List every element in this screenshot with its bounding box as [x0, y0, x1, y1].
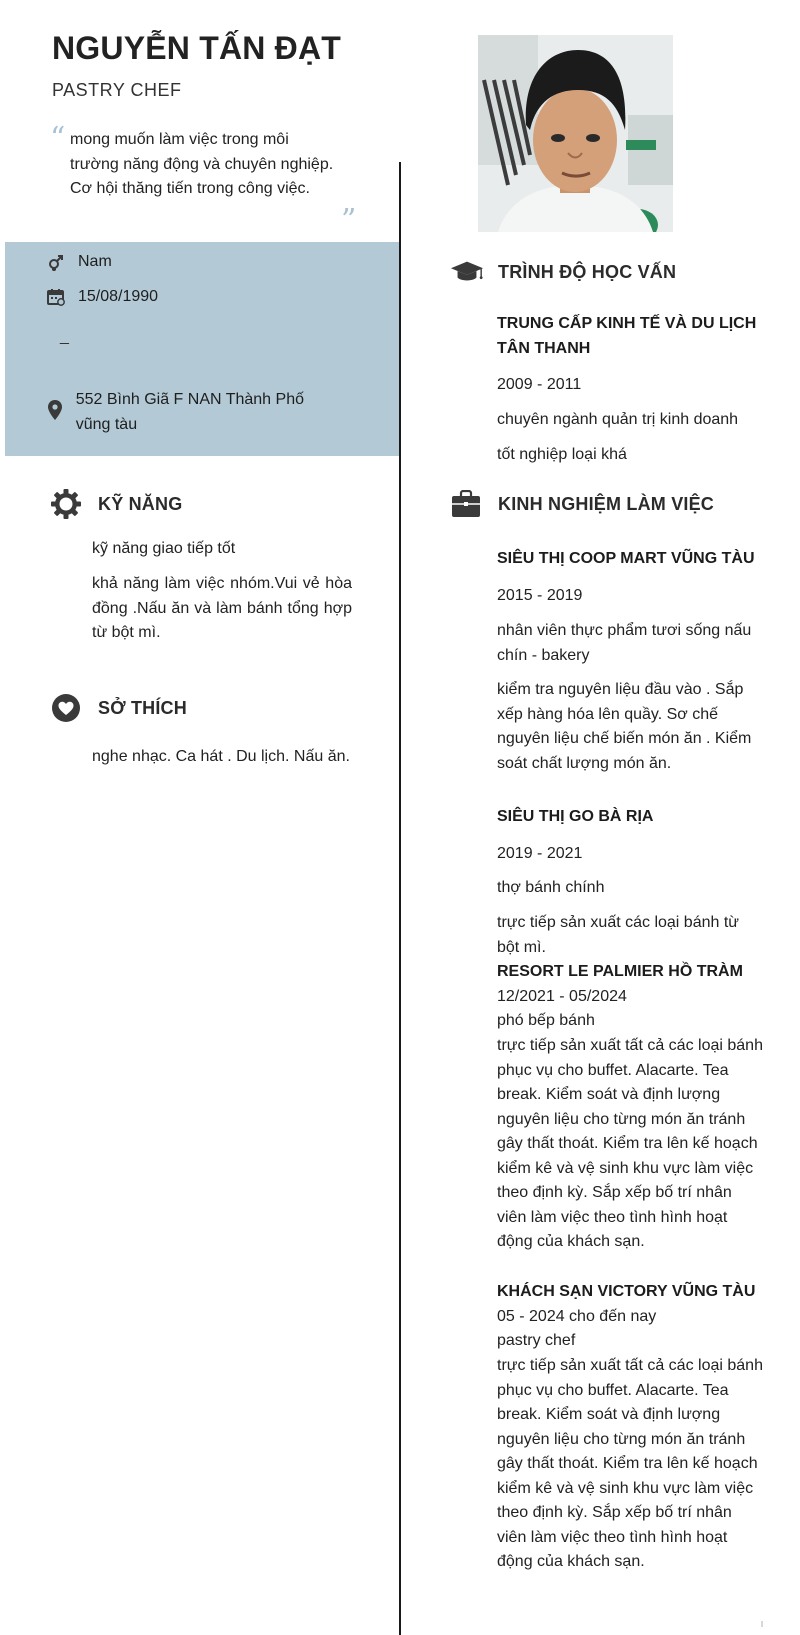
- hobbies-heading: [50, 692, 187, 724]
- contact-phone: _: [60, 328, 69, 345]
- column-divider: [399, 162, 401, 1635]
- profile-photo: [478, 35, 673, 232]
- job-position: pastry chef: [497, 1332, 576, 1349]
- job-period: 05 - 2024 cho đến nay: [497, 1308, 657, 1325]
- education-title: TRÌNH ĐỘ HỌC VẤN: [498, 261, 677, 282]
- gear-icon: [50, 488, 82, 520]
- education-heading: [450, 256, 676, 288]
- location-pin-icon: [46, 400, 64, 420]
- job-title: PASTRY CHEF: [52, 80, 182, 100]
- job-description: trực tiếp sản xuất các loại bánh từ bột mì.: [497, 914, 739, 956]
- career-objective: mong muốn làm việc trong môi trường năng động và chuyên nghiệp. Cơ hội thăng tiến trong công việc.: [70, 131, 334, 197]
- skills-title: KỸ NĂNG: [98, 493, 183, 514]
- dob-value: 15/08/1990: [78, 288, 159, 305]
- job-period: 12/2021 - 05/2024: [497, 988, 627, 1005]
- education-major: chuyên ngành quản trị kinh doanh: [497, 411, 739, 428]
- education-period: 2009 - 2011: [497, 376, 582, 393]
- contact-gender: [46, 250, 112, 275]
- contact-dob: [46, 285, 158, 310]
- contact-address: [46, 388, 336, 437]
- job-position: thợ bánh chính: [497, 879, 605, 896]
- briefcase-icon: [450, 488, 482, 520]
- job-description: trực tiếp sản xuất tất cả các loại bánh phục vụ cho buffet. Alacarte. Tea break. Kiểm soát và định lượng nguyên liệu cho từng món ăn tránh gây thất thoát. Kiểm tra lên kế hoạch kiểm kê và vệ sinh khu vực làm việc theo định kỳ. Sắp xếp bố trí nhân viên làm việc theo tình hình hoạt động của khách sạn.: [497, 1357, 763, 1570]
- job-company: RESORT LE PALMIER HỒ TRÀM: [497, 963, 743, 980]
- job-company: KHÁCH SẠN VICTORY VŨNG TÀU: [497, 1283, 756, 1300]
- job-company: SIÊU THỊ COOP MART VŨNG TÀU: [497, 550, 755, 567]
- hobbies-text: nghe nhạc. Ca hát . Du lịch. Nấu ăn.: [92, 748, 350, 765]
- job-description: trực tiếp sản xuất tất cả các loại bánh phục vụ cho buffet. Alacarte. Tea break. Kiểm soát và định lượng nguyên liệu cho từng món ăn tránh gây thất thoát. Kiểm tra lên kế hoạch kiểm kê và vệ sinh khu vực làm việc theo định kỳ. Sắp xếp bố trí nhân viên làm việc theo tình hình hoạt động của khách sạn.: [497, 1037, 763, 1250]
- page-marker: [761, 1621, 763, 1627]
- close-quote-icon: ”: [341, 203, 357, 238]
- job-position: phó bếp bánh: [497, 1012, 595, 1029]
- open-quote-icon: “: [50, 121, 66, 156]
- address-value: 552 Bình Giã F NAN Thành Phố vũng tàu: [75, 391, 304, 433]
- candidate-name: NGUYỄN TẤN ĐẠT: [52, 30, 342, 66]
- hobbies-title: SỞ THÍCH: [98, 697, 187, 718]
- experience-heading: [450, 488, 714, 520]
- experience-title: KINH NGHIỆM LÀM VIỆC: [498, 493, 715, 514]
- graduation-cap-icon: [450, 256, 484, 288]
- education-school: TRUNG CẤP KINH TẾ VÀ DU LỊCH TÂN THANH: [497, 315, 757, 357]
- job-period: 2015 - 2019: [497, 587, 583, 604]
- skill-item: kỹ năng giao tiếp tốt: [92, 540, 236, 557]
- skill-item: khả năng làm việc nhóm.Vui vẻ hòa đồng .Nấu ăn và làm bánh tổng hợp từ bột mì.: [92, 575, 352, 641]
- gender-value: Nam: [78, 253, 112, 270]
- job-period: 2019 - 2021: [497, 845, 583, 862]
- gender-icon: [46, 252, 66, 272]
- job-company: SIÊU THỊ GO BÀ RỊA: [497, 808, 654, 825]
- skills-heading: [50, 488, 182, 520]
- education-grade: tốt nghiệp loại khá: [497, 446, 627, 463]
- calendar-icon: [46, 287, 66, 307]
- job-description: kiểm tra nguyên liệu đầu vào . Sắp xếp hàng hóa lên quầy. Sơ chế nguyên liệu chế biến món ăn . Kiểm soát chất lượng món ăn.: [497, 681, 752, 772]
- heart-icon: [50, 692, 82, 724]
- job-position: nhân viên thực phẩm tươi sống nấu chín - bakery: [497, 622, 752, 664]
